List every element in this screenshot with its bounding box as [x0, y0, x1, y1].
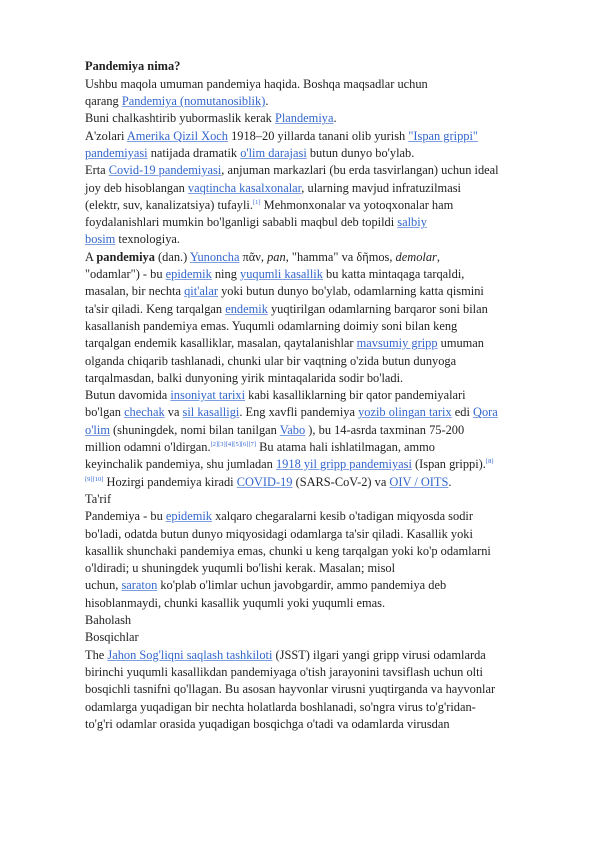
text-run: tarqalmasdan, balki dunyoning yirik mintaqalarida sodir bo'ladi. [85, 370, 404, 385]
article-link[interactable]: chechak [124, 405, 165, 420]
article-link[interactable]: Yunoncha [189, 249, 240, 264]
text-run: Buni chalkashtirib yubormaslik kerak [85, 111, 275, 126]
text-line [85, 353, 456, 370]
text-line [85, 439, 435, 456]
text-run: kasallik shunchaki pandemiya emas, chunki u keng tarqalgan yoki ko'p odamlarni [85, 543, 491, 558]
text-run: kasallanish pandemiya emas. Yuqumli odamlarning doimiy soni bilan keng [85, 318, 458, 333]
bold-term: pandemiya [96, 249, 155, 264]
text-run: Erta [85, 163, 109, 178]
article-link[interactable]: mavsumiy gripp [356, 336, 438, 351]
article-link[interactable]: vaqtincha kasalxonalar [187, 180, 302, 195]
text-line [85, 128, 478, 145]
text-run: . Eng xavfli pandemiya [239, 405, 359, 420]
text-run: yuqtirilgan odamlarning barqaror soni bilan [267, 301, 488, 316]
text-run: The [85, 647, 108, 662]
text-run: , ularning mavjud infratuzilmasi [301, 180, 461, 195]
citation-link[interactable]: [8] [485, 458, 494, 466]
article-link[interactable]: insoniyat tarixi [170, 388, 246, 403]
text-run: "odamlar") - bu [85, 267, 166, 281]
text-run: va [164, 405, 183, 420]
text-line [85, 76, 428, 93]
text-run: Pandemiya - bu [85, 509, 166, 524]
text-line [85, 526, 473, 543]
text-run: Bu atama hali ishlatilmagan, ammo [256, 440, 435, 454]
text-line [85, 145, 414, 162]
text-line [85, 318, 457, 335]
article-link[interactable]: 1918 yil gripp pandemiyasi [275, 457, 412, 472]
text-line [85, 266, 464, 283]
text-line [85, 629, 139, 646]
article-link[interactable]: saraton [121, 578, 158, 593]
text-run: . [265, 94, 269, 108]
text-run: keyinchalik pandemiya, shu jumladan [85, 457, 276, 472]
text-line [85, 456, 494, 473]
text-run: Baholash [85, 613, 132, 627]
text-run: foydalanishlari mumkin bo'lganligi sababli maqbul deb topildi [85, 215, 398, 230]
citation-link[interactable]: [1] [252, 198, 261, 206]
text-line [85, 162, 499, 179]
article-link[interactable]: sil kasalligi [182, 405, 240, 420]
text-line [85, 491, 111, 508]
text-line [85, 180, 461, 197]
text-run: bo'ladi, odatda butun dunyo miqyosidagi odamlarga ta'sir qiladi. Kasallik yoki [85, 526, 473, 541]
article-link[interactable]: COVID-19 [236, 474, 293, 489]
article-link[interactable]: bosim [85, 232, 116, 247]
text-line [85, 543, 491, 560]
text-run: A [85, 249, 97, 264]
text-run: . [333, 111, 337, 126]
text-run: umuman [437, 336, 485, 351]
italic-term: pan [267, 249, 286, 264]
text-line [85, 560, 395, 577]
text-run: natijada dramatik [147, 145, 241, 160]
article-link[interactable]: o'lim [85, 422, 110, 437]
text-line [85, 474, 452, 491]
text-run: , anjuman markazlari (bu erda tasvirlangan) uchun ideal [221, 163, 499, 178]
text-run: texnologiya. [115, 232, 180, 247]
text-run: πᾶν, [239, 249, 268, 264]
text-line [85, 283, 484, 300]
text-run: joy deb hisoblangan [85, 180, 188, 195]
article-link[interactable]: salbiy [397, 215, 427, 230]
text-run: to'g'ri odamlar orasida yuqadigan bosqichga o'tadi va odamlarda virusdan [85, 716, 450, 731]
text-run: uchun, [85, 578, 122, 593]
text-run: edi [451, 405, 474, 420]
text-run: Bosqichlar [85, 630, 139, 645]
text-line [85, 664, 483, 681]
text-run: Butun davomida [85, 388, 171, 403]
article-link[interactable]: qit'alar [184, 284, 218, 299]
text-line [85, 370, 403, 387]
text-run: xalqaro chegaralarni kesib o'tadigan miqyosda sodir [211, 509, 473, 524]
text-run: , [436, 249, 440, 264]
text-line [85, 508, 473, 525]
article-link[interactable]: yuqumli kasallik [240, 267, 323, 281]
text-line [85, 387, 466, 404]
text-line [85, 214, 427, 231]
text-run: ning [211, 267, 240, 281]
text-run: Ushbu maqola umuman pandemiya haqida. Boshqa maqsadlar uchun [85, 76, 428, 91]
text-line [85, 93, 268, 110]
text-run: Hozirgi pandemiya kiradi [103, 474, 237, 489]
text-run: odamlarga yuqadigan bir nechta holatlarda boshlanadi, so'ngra virus to'g'ridan- [85, 699, 476, 714]
text-run: butun dunyo bo'ylab. [306, 145, 415, 160]
text-run: (JSST) ilgari yangi gripp virusi odamlarda [272, 647, 486, 662]
article-link[interactable]: Vabo [279, 422, 306, 437]
text-line [85, 110, 337, 127]
text-run: bu katta mintaqaga tarqaldi, [322, 267, 465, 281]
text-line [85, 422, 464, 439]
article-link[interactable]: o'lim darajasi [240, 145, 307, 160]
text-run: Ta'rif [85, 491, 112, 506]
text-run: (dan.) [154, 249, 190, 264]
text-run: masalan, bir nechta [85, 284, 185, 299]
text-line [85, 404, 498, 421]
text-run: ), bu 14-asrda taxminan 75-200 [305, 422, 465, 437]
text-line [85, 595, 385, 612]
citation-link[interactable]: [9][10] [85, 475, 104, 483]
text-run: , "hamma" va δῆmos, [285, 249, 396, 264]
text-run: o'ldiradi; u shuningdek yuqumli bo'lishi kerak. Masalan; misol [85, 561, 396, 576]
text-line [85, 335, 484, 352]
article-link[interactable]: OIV / OITS [389, 474, 449, 489]
article-link[interactable]: Plandemiya [274, 111, 334, 126]
text-run: ta'sir qiladi. Keng tarqalgan [85, 301, 226, 316]
article-link[interactable]: yozib olingan tarix [358, 405, 452, 420]
text-run: (elektr, suv, kanalizatsiya) tufayli. [85, 197, 253, 212]
text-run: bo'lgan [85, 405, 125, 420]
text-run: 1918–20 yillarda tanani olib yurish [227, 128, 409, 143]
article-link[interactable]: Amerika Qizil Xoch [126, 128, 228, 143]
italic-term: demolar [395, 249, 437, 264]
text-line [85, 681, 495, 698]
article-link[interactable]: pandemiyasi [85, 145, 148, 160]
text-line [85, 577, 446, 594]
text-line [85, 249, 440, 266]
citation-link[interactable]: [2][3][4][5][6][7] [210, 441, 257, 448]
text-line [85, 699, 476, 716]
text-run: bosqichli tasnifni qo'llagan. Bu asosan hayvonlar virusni yuqtirganda va hayvonlar [85, 682, 496, 697]
text-run: million odamni o'ldirgan. [85, 440, 211, 454]
article-link[interactable]: Jahon Sog'liqni saqlash tashkiloti [107, 647, 273, 662]
text-run: yoki butun dunyo bo'ylab, odamlarning katta qismini [217, 284, 484, 299]
article-link[interactable]: Covid-19 pandemiyasi [108, 163, 222, 178]
text-run: qarang [85, 94, 122, 108]
text-run: ko'plab o'limlar uchun javobgardir, ammo pandemiya deb [157, 578, 447, 593]
text-line [85, 197, 453, 214]
text-line [85, 612, 131, 629]
text-run: hisoblanmaydi, chunki kasallik yuqumli yoki yuqumli emas. [85, 595, 386, 610]
text-run: (SARS-CoV-2) va [292, 474, 390, 489]
page-title: Pandemiya nima? [85, 59, 181, 73]
text-run: tarqalgan endemik kasalliklar, masalan, qaytalanishlar [85, 336, 357, 351]
text-run: (Ispan grippi). [411, 457, 486, 472]
text-run: birinchi yuqumli kasallikdan pandemiyaga o'tish jarayonini tavsiflash uchun olti [85, 664, 483, 679]
text-line [85, 301, 488, 318]
article-link[interactable]: Qora [473, 405, 498, 420]
article-link[interactable]: epidemik [165, 509, 212, 524]
article-link[interactable]: Pandemiya (nomutanosiblik) [121, 94, 266, 108]
text-run: . [448, 474, 452, 489]
text-run: A'zolari [85, 128, 127, 143]
text-line [85, 647, 486, 664]
article-link[interactable]: endemik [225, 301, 268, 316]
text-run: (shuningdek, nomi bilan tanilgan [109, 422, 280, 437]
text-run: kabi kasalliklarning bir qator pandemiyalari [245, 388, 466, 403]
text-line [85, 231, 180, 248]
text-run: olganda chiqarib tashlanadi, chunki ular bir vaqtning o'zida butun dunyoga [85, 353, 457, 368]
text-line [85, 716, 450, 733]
article-link[interactable]: epidemik [165, 267, 212, 281]
text-run: Mehmonxonalar va yotoqxonalar ham [260, 197, 454, 212]
article-link[interactable]: "Ispan grippi" [408, 128, 478, 143]
